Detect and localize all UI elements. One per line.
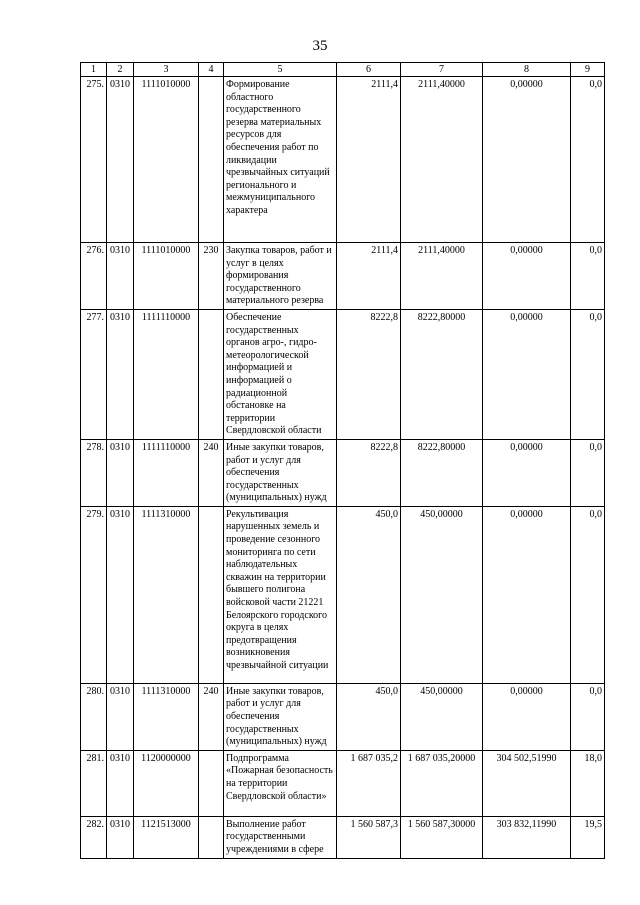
- item-name: Закупка товаров, работ и услуг в целях формирования государственного материального резерва: [224, 243, 337, 310]
- column-header: 2: [107, 63, 134, 77]
- table-header-row: [81, 63, 605, 77]
- row-number: 275.: [81, 77, 107, 243]
- item-name: Иные закупки товаров, работ и услуг для обеспечения государственных (муниципальных) нужд: [224, 683, 337, 750]
- row-number: 282.: [81, 816, 107, 858]
- target-article-code: 1120000000: [134, 750, 199, 816]
- approved-amount: 2111,40000: [401, 243, 483, 310]
- section-code: 0310: [107, 439, 134, 506]
- section-code: 0310: [107, 309, 134, 439]
- section-code: 0310: [107, 816, 134, 858]
- column-header: 7: [401, 63, 483, 77]
- executed-amount: 0,00000: [483, 683, 571, 750]
- executed-amount: 0,00000: [483, 506, 571, 683]
- column-header: 6: [337, 63, 401, 77]
- table-row: [81, 439, 605, 506]
- row-number: 277.: [81, 309, 107, 439]
- execution-percent: 19,5: [571, 816, 605, 858]
- execution-percent: 0,0: [571, 506, 605, 683]
- target-article-code: 1111010000: [134, 77, 199, 243]
- approved-amount: 1 560 587,30000: [401, 816, 483, 858]
- item-name: Подпрограмма «Пожарная безопасность на территории Свердловской области»: [224, 750, 337, 816]
- table-row: [81, 750, 605, 816]
- row-number: 279.: [81, 506, 107, 683]
- approved-amount: 450,00000: [401, 683, 483, 750]
- approved-amount: 1 687 035,20000: [401, 750, 483, 816]
- planned-amount: 8222,8: [337, 439, 401, 506]
- target-article-code: 1111110000: [134, 309, 199, 439]
- table-row: [81, 309, 605, 439]
- execution-percent: 0,0: [571, 683, 605, 750]
- budget-table: [80, 62, 605, 859]
- section-code: 0310: [107, 77, 134, 243]
- planned-amount: 8222,8: [337, 309, 401, 439]
- expense-type-code: 240: [199, 439, 224, 506]
- row-number: 276.: [81, 243, 107, 310]
- column-header: 3: [134, 63, 199, 77]
- item-name: Выполнение работ государственными учреждениями в сфере: [224, 816, 337, 858]
- planned-amount: 450,0: [337, 506, 401, 683]
- executed-amount: 304 502,51990: [483, 750, 571, 816]
- execution-percent: 0,0: [571, 77, 605, 243]
- expense-type-code: 230: [199, 243, 224, 310]
- column-header: 5: [224, 63, 337, 77]
- item-name: Формирование областного государственного резерва материальных ресурсов для обеспечения работ по ликвидации чрезвычайных ситуаций регионального и межмуниципального характера: [224, 77, 337, 243]
- planned-amount: 450,0: [337, 683, 401, 750]
- target-article-code: 1111310000: [134, 506, 199, 683]
- column-header: 1: [81, 63, 107, 77]
- section-code: 0310: [107, 243, 134, 310]
- section-code: 0310: [107, 683, 134, 750]
- execution-percent: 18,0: [571, 750, 605, 816]
- planned-amount: 1 687 035,2: [337, 750, 401, 816]
- approved-amount: 2111,40000: [401, 77, 483, 243]
- execution-percent: 0,0: [571, 243, 605, 310]
- expense-type-code: [199, 816, 224, 858]
- executed-amount: 0,00000: [483, 439, 571, 506]
- execution-percent: 0,0: [571, 439, 605, 506]
- executed-amount: 303 832,11990: [483, 816, 571, 858]
- planned-amount: 1 560 587,3: [337, 816, 401, 858]
- section-code: 0310: [107, 750, 134, 816]
- executed-amount: 0,00000: [483, 77, 571, 243]
- executed-amount: 0,00000: [483, 309, 571, 439]
- executed-amount: 0,00000: [483, 243, 571, 310]
- row-number: 280.: [81, 683, 107, 750]
- planned-amount: 2111,4: [337, 243, 401, 310]
- row-number: 278.: [81, 439, 107, 506]
- approved-amount: 8222,80000: [401, 439, 483, 506]
- table-row: [81, 683, 605, 750]
- column-header: 4: [199, 63, 224, 77]
- table-row: [81, 506, 605, 683]
- planned-amount: 2111,4: [337, 77, 401, 243]
- expense-type-code: [199, 750, 224, 816]
- table-row: [81, 243, 605, 310]
- expense-type-code: [199, 77, 224, 243]
- target-article-code: 1121513000: [134, 816, 199, 858]
- table-row: [81, 816, 605, 858]
- item-name: Обеспечение государственных органов агро-, гидро-метеорологической информацией и информацией о радиационной обстановке на территории Свердловской области: [224, 309, 337, 439]
- page-number: 35: [312, 38, 328, 54]
- item-name: Рекультивация нарушенных земель и проведение сезонного мониторинга по сети наблюдательных скважин на территории бывшего полигона войсковой части 21221 Белоярского городского округа в целях предотвращения возникновения чрезвычайной ситуации: [224, 506, 337, 683]
- target-article-code: 1111310000: [134, 683, 199, 750]
- target-article-code: 1111010000: [134, 243, 199, 310]
- column-header: 9: [571, 63, 605, 77]
- section-code: 0310: [107, 506, 134, 683]
- expense-type-code: [199, 506, 224, 683]
- row-number: 281.: [81, 750, 107, 816]
- approved-amount: 8222,80000: [401, 309, 483, 439]
- execution-percent: 0,0: [571, 309, 605, 439]
- expense-type-code: 240: [199, 683, 224, 750]
- target-article-code: 1111110000: [134, 439, 199, 506]
- table-row: [81, 77, 605, 243]
- item-name: Иные закупки товаров, работ и услуг для обеспечения государственных (муниципальных) нужд: [224, 439, 337, 506]
- column-header: 8: [483, 63, 571, 77]
- approved-amount: 450,00000: [401, 506, 483, 683]
- expense-type-code: [199, 309, 224, 439]
